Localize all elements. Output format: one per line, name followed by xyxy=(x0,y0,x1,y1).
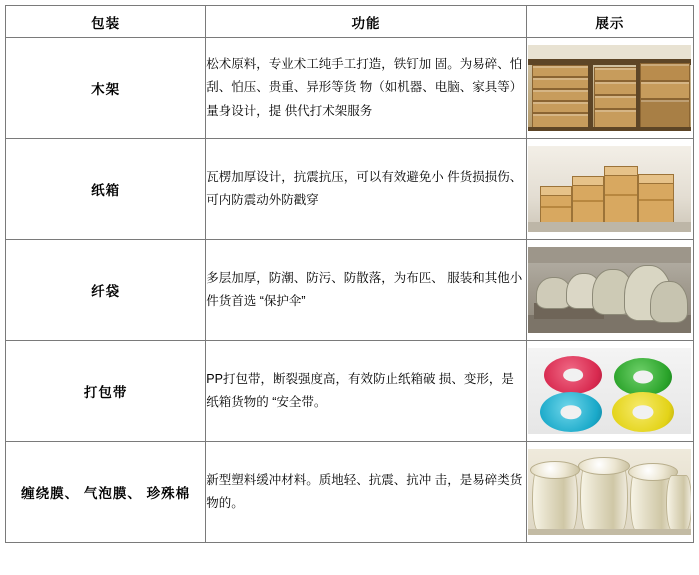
wooden-crate-photo xyxy=(528,45,691,131)
carton-boxes-photo xyxy=(528,146,691,232)
table-row xyxy=(6,139,694,240)
table-row xyxy=(6,442,694,543)
table-row xyxy=(6,240,694,341)
category-cell: 缠绕膜、 气泡膜、 珍殊棉 xyxy=(6,442,206,543)
description-cell: 多层加厚，防潮、防污、防散落，为布匹、 服装和其他小件货首选 “保护伞” xyxy=(206,240,526,341)
display-cell xyxy=(526,240,693,341)
packaging-table xyxy=(5,5,694,543)
category-cell: 打包带 xyxy=(6,341,206,442)
table-header-row xyxy=(6,6,694,38)
stretch-film-photo xyxy=(528,449,691,535)
display-cell xyxy=(526,139,693,240)
display-cell xyxy=(526,341,693,442)
category-cell: 纤袋 xyxy=(6,240,206,341)
woven-bags-photo xyxy=(528,247,691,333)
header-packaging: 包装 xyxy=(6,6,206,38)
table-row xyxy=(6,38,694,139)
category-cell: 纸箱 xyxy=(6,139,206,240)
display-cell xyxy=(526,442,693,543)
description-cell: 新型塑料缓冲材料。质地轻、抗震、抗冲 击，是易碎类货物的。 xyxy=(206,442,526,543)
display-cell xyxy=(526,38,693,139)
document-page xyxy=(0,5,699,575)
category-cell: 木架 xyxy=(6,38,206,139)
description-cell: 松术原料，专业术工纯手工打造，铁钉加 固。为易碎、怕刮、怕压、贵重、异形等货 物（如机器、电脑、家具等）量身设计，提 供代打术架服务 xyxy=(206,38,526,139)
strapping-rolls-photo xyxy=(528,348,691,434)
header-display: 展示 xyxy=(526,6,693,38)
table-row xyxy=(6,341,694,442)
description-cell: PP打包带，断裂强度高，有效防止纸箱破 损、变形，是纸箱货物的 “安全带。 xyxy=(206,341,526,442)
header-function: 功能 xyxy=(206,6,526,38)
description-cell: 瓦楞加厚设计，抗震抗压，可以有效避免小 件货损损伤、可内防震动外防戳穿 xyxy=(206,139,526,240)
